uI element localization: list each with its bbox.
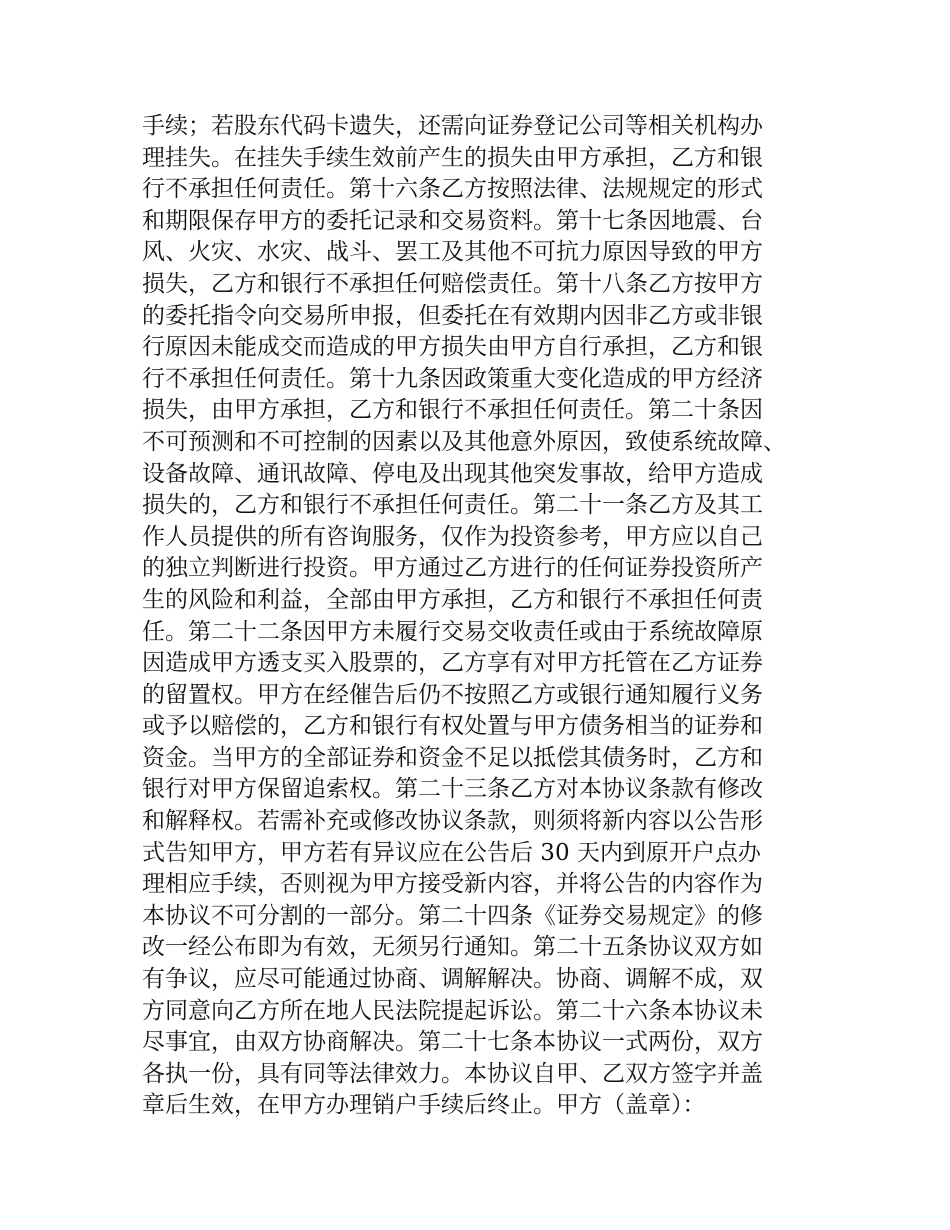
text-line: 行原因未能成交而造成的甲方损失由甲方自行承担，乙方和银 xyxy=(142,334,763,361)
text-line: 因造成甲方透支买入股票的，乙方享有对甲方托管在乙方证券 xyxy=(142,650,763,677)
text-line: 和解释权。若需补充或修改协议条款，则须将新内容以公告形 xyxy=(142,808,763,835)
text-line: 或予以赔偿的，乙方和银行有权处置与甲方债务相当的证券和 xyxy=(142,713,763,740)
text-line: 作人员提供的所有咨询服务，仅作为投资参考，甲方应以自己 xyxy=(142,523,763,550)
text-line: 改一经公布即为有效，无须另行通知。第二十五条协议双方如 xyxy=(142,934,763,961)
text-line: 资金。当甲方的全部证券和资金不足以抵偿其债务时，乙方和 xyxy=(142,744,763,771)
text-line: 生的风险和利益，全部由甲方承担，乙方和银行不承担任何责 xyxy=(142,586,763,613)
text-line: 尽事宜，由双方协商解决。第二十七条本协议一式两份，双方 xyxy=(142,1029,763,1056)
text-line: 损失，由甲方承担，乙方和银行不承担任何责任。第二十条因 xyxy=(142,397,763,424)
text-line: 的委托指令向交易所申报，但委托在有效期内因非乙方或非银 xyxy=(142,302,763,329)
text-line: 任。第二十二条因甲方未履行交易交收责任或由于系统故障原 xyxy=(142,618,763,645)
text-line: 式告知甲方，甲方若有异议应在公告后 30 天内到原开户点办 xyxy=(142,839,761,866)
text-line: 损失的，乙方和银行不承担任何责任。第二十一条乙方及其工 xyxy=(142,492,763,519)
text-line: 损失，乙方和银行不承担任何赔偿责任。第十八条乙方按甲方 xyxy=(142,270,763,297)
text-line: 的独立判断进行投资。甲方通过乙方进行的任何证券投资所产 xyxy=(142,555,763,582)
text-line: 设备故障、通讯故障、停电及出现其他突发事故，给甲方造成 xyxy=(142,460,763,487)
text-line: 不可预测和不可控制的因素以及其他意外原因，致使系统故障、 xyxy=(142,428,786,455)
text-line: 手续；若股东代码卡遗失，还需向证券登记公司等相关机构办 xyxy=(142,113,763,139)
text-line: 银行对甲方保留追索权。第二十三条乙方对本协议条款有修改 xyxy=(142,776,763,803)
text-line: 的留置权。甲方在经催告后仍不按照乙方或银行通知履行义务 xyxy=(142,681,763,708)
text-line: 方同意向乙方所在地人民法院提起诉讼。第二十六条本协议未 xyxy=(142,997,763,1024)
text-line: 本协议不可分割的一部分。第二十四条《证券交易规定》的修 xyxy=(142,902,763,929)
text-line: 理挂失。在挂失手续生效前产生的损失由甲方承担，乙方和银 xyxy=(142,144,763,171)
text-line: 和期限保存甲方的委托记录和交易资料。第十七条因地震、台 xyxy=(142,207,763,234)
text-line: 行不承担任何责任。第十六条乙方按照法律、法规规定的形式 xyxy=(142,176,763,203)
text-line: 有争议，应尽可能通过协商、调解解决。协商、调解不成，双 xyxy=(142,966,763,993)
text-line: 行不承担任何责任。第十九条因政策重大变化造成的甲方经济 xyxy=(142,365,763,392)
text-line: 各执一份，具有同等法律效力。本协议自甲、乙双方签字并盖 xyxy=(142,1060,763,1087)
text-line: 章后生效，在甲方办理销户手续后终止。甲方（盖章）： xyxy=(142,1092,706,1119)
text-line: 风、火灾、水灾、战斗、罢工及其他不可抗力原因导致的甲方 xyxy=(142,239,763,266)
text-line: 理相应手续，否则视为甲方接受新内容，并将公告的内容作为 xyxy=(142,871,763,898)
agreement-body-text xyxy=(142,111,832,1122)
